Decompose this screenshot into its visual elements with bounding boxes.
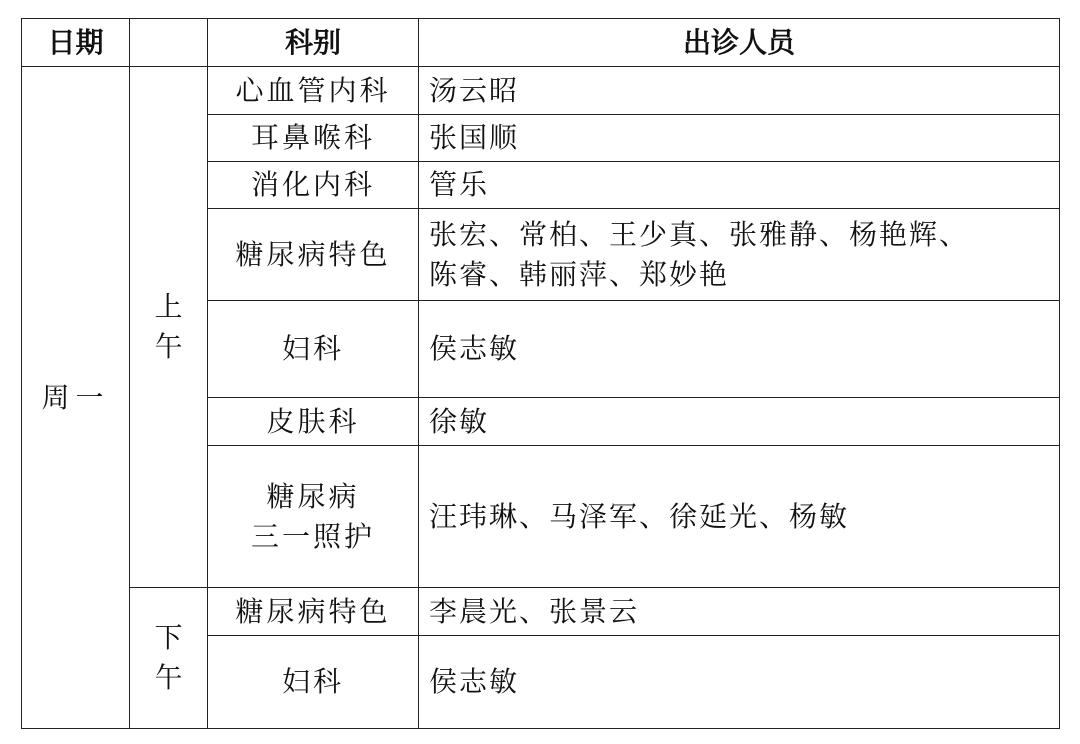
- staff-cell: [419, 209, 1060, 301]
- morning-label-1: 上: [154, 290, 183, 323]
- afternoon-cell: [130, 588, 208, 729]
- staff-cell: 侯志敏: [419, 636, 1060, 729]
- table-row: [22, 588, 1060, 636]
- department-cell: [208, 446, 419, 588]
- morning-cell: [130, 67, 208, 588]
- staff-cell: 汪玮琳、马泽军、徐延光、杨敏: [419, 446, 1060, 588]
- staff-cell: 汤云昭: [419, 67, 1060, 115]
- header-row: [22, 19, 1060, 67]
- afternoon-label-1: 下: [154, 621, 183, 654]
- table-row: [22, 67, 1060, 115]
- staff-cell: 徐敏: [419, 398, 1060, 446]
- department-cell: 糖尿病特色: [208, 209, 419, 301]
- department-cell: 耳鼻喉科: [208, 115, 419, 162]
- staff-cell: 张国顺: [419, 115, 1060, 162]
- header-date: 日期: [22, 19, 130, 67]
- department-cell: 糖尿病特色: [208, 588, 419, 636]
- department-cell: 消化内科: [208, 162, 419, 209]
- afternoon-label-2: 午: [154, 661, 183, 694]
- department-line-1: 糖尿病: [266, 479, 360, 513]
- staff-line-1: 张宏、常柏、王少真、张雅静、杨艳辉、: [429, 217, 970, 251]
- department-line-2: 三一照护: [250, 519, 375, 553]
- department-cell: 皮肤科: [208, 398, 419, 446]
- staff-cell: 管乐: [419, 162, 1060, 209]
- header-half: [130, 19, 208, 67]
- clinic-schedule-table: [21, 18, 1060, 729]
- day-cell: 周一: [22, 67, 130, 729]
- header-department: 科别: [208, 19, 419, 67]
- staff-cell: 李晨光、张景云: [419, 588, 1060, 636]
- header-staff: 出诊人员: [419, 19, 1060, 67]
- staff-cell: 侯志敏: [419, 301, 1060, 398]
- staff-line-2: 陈睿、韩丽萍、郑妙艳: [429, 257, 730, 291]
- morning-label-2: 午: [154, 330, 183, 363]
- department-cell: 妇科: [208, 636, 419, 729]
- department-cell: 心血管内科: [208, 67, 419, 115]
- department-cell: 妇科: [208, 301, 419, 398]
